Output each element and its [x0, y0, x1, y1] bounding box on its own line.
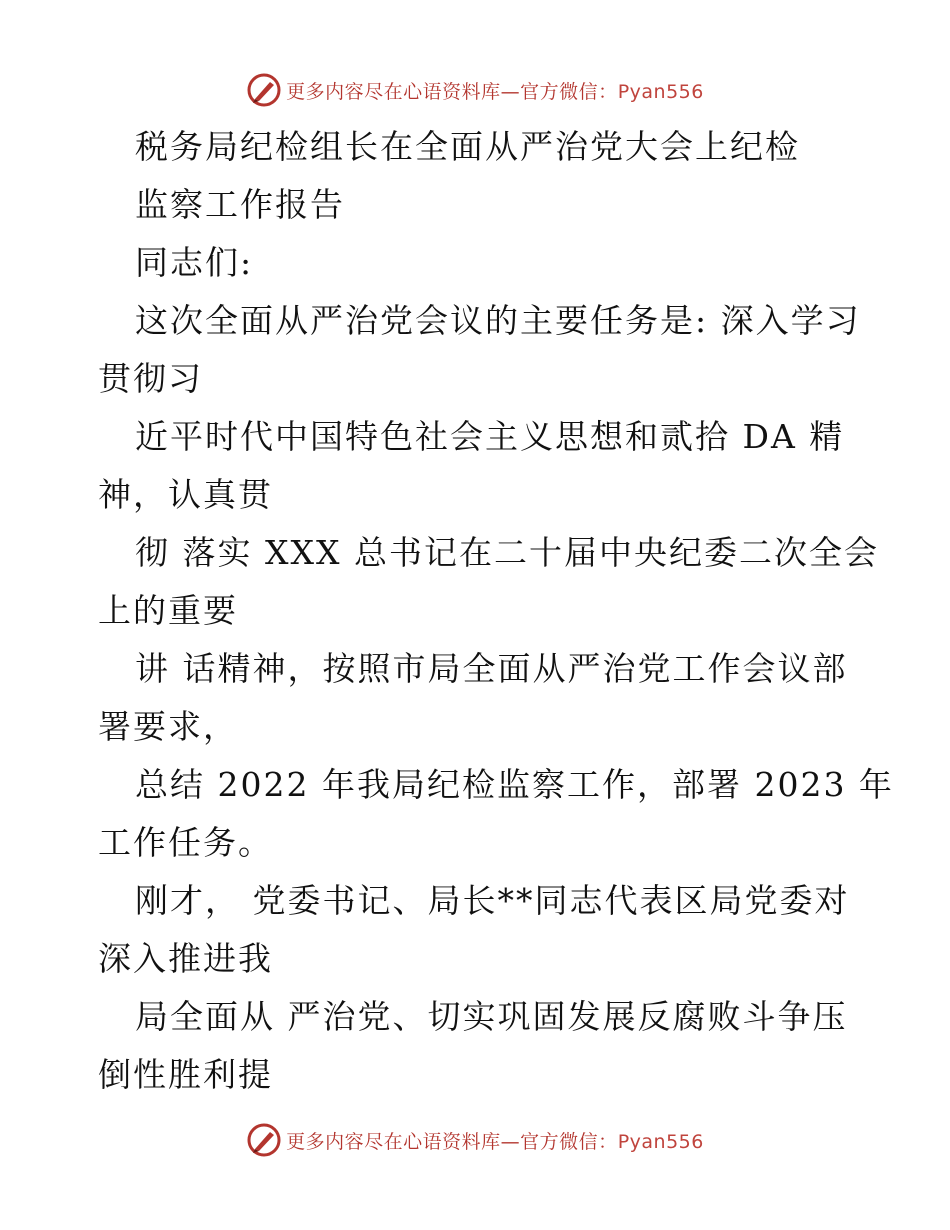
- text-line: 讲 话精神，按照市局全面从严治党工作会议部: [135, 649, 848, 688]
- text-line: 这次全面从严治党会议的主要任务是: 深入学习: [135, 301, 861, 340]
- footer-banner: [0, 1120, 950, 1160]
- pen-logo-icon: [246, 1122, 282, 1158]
- text-line: 神，认真贯: [98, 475, 273, 514]
- banner-text: 更多内容尽在心语资料库—官方微信：Pyan556: [286, 1130, 704, 1153]
- text-line: 署要求，: [98, 707, 238, 746]
- text-line: 倒性胜利提: [98, 1055, 273, 1094]
- text-line: 监察工作报告: [135, 185, 345, 224]
- text-line: 同志们:: [135, 243, 254, 282]
- text-line: 上的重要: [98, 591, 238, 630]
- pen-logo-icon: [246, 72, 282, 108]
- banner-text: 更多内容尽在心语资料库—官方微信：Pyan556: [286, 80, 704, 103]
- text-line: 总结 2022 年我局纪检监察工作，部署 2023 年: [135, 765, 894, 804]
- text-line: 工作任务。: [98, 823, 273, 862]
- text-line: 近平时代中国特色社会主义思想和贰拾 DA 精: [135, 417, 845, 456]
- header-banner: [0, 70, 950, 110]
- text-line: 局全面从 严治党、切实巩固发展反腐败斗争压: [135, 997, 848, 1036]
- text-line: 深入推进我: [98, 939, 273, 978]
- text-line: 贯彻习: [98, 359, 203, 398]
- document-body: [98, 118, 894, 1104]
- text-line: 彻 落实 XXX 总书记在二十届中央纪委二次全会: [135, 533, 879, 572]
- text-line: 税务局纪检组长在全面从严治党大会上纪检: [135, 127, 800, 166]
- text-line: 刚才， 党委书记、局长**同志代表区局党委对: [135, 881, 850, 920]
